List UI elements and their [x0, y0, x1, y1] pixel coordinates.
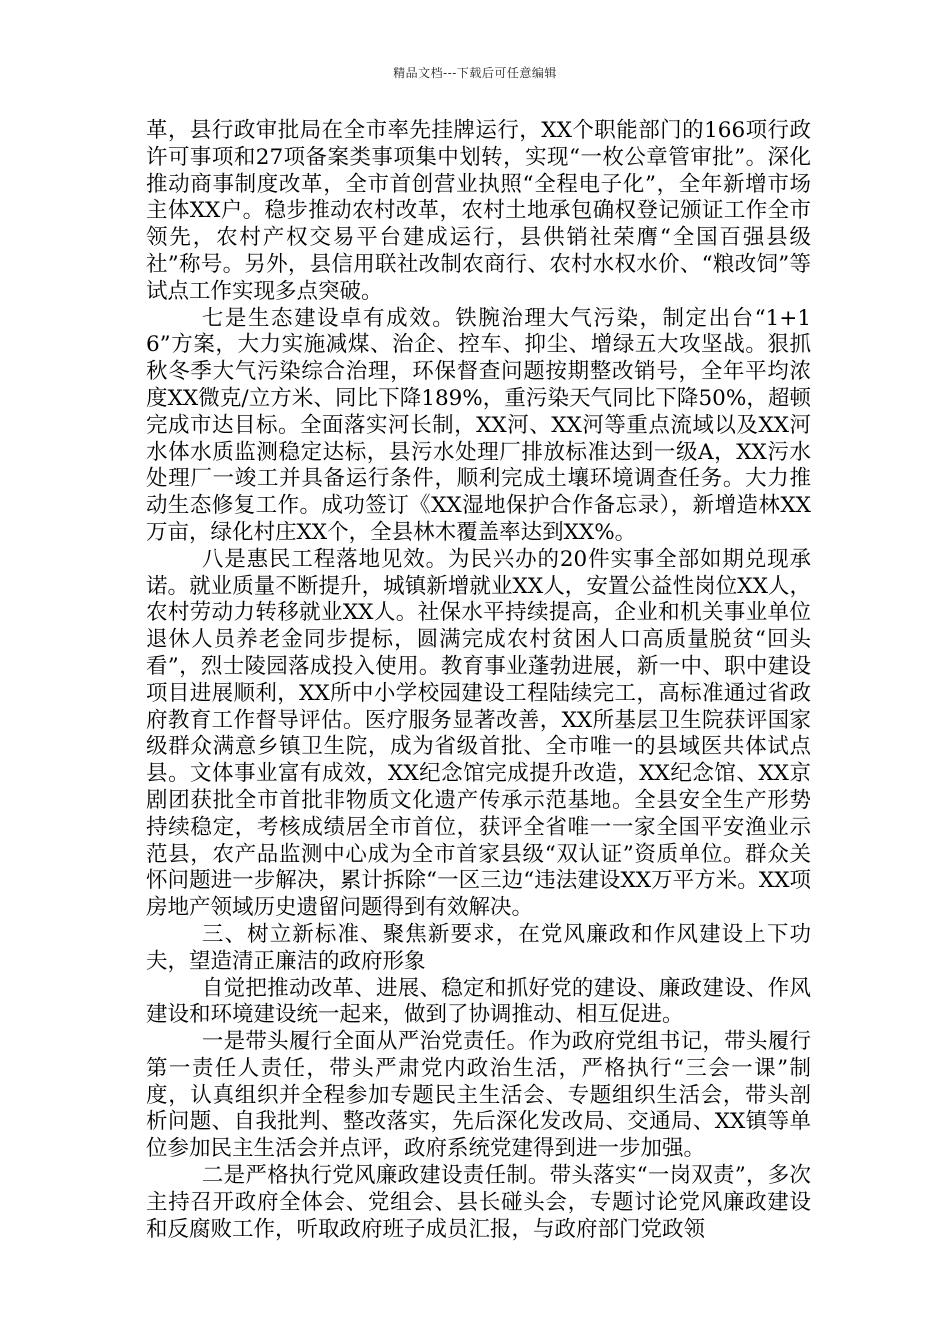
paragraph-reform-continued: 革，县行政审批局在全市率先挂牌运行，XX个职能部门的166项行政许可事项和27项备案类事项集中划转，实现“一枚公章管审批”。深化推动商事制度改革，全市首创营业执照“全程电子化”，全年新增市场主体XX户。稳步推动农村改革，农村土地承包确权登记颁证工作全市领先，农村产权交易平台建成运行，县供销社荣膺“全国百强县级社”称号。另外，县信用联社改制农商行、农村水权水价、“粮改饲”等试点工作实现多点突破。 [146, 118, 811, 304]
paragraph-integrity-system: 二是严格执行党风廉政建设责任制。带头落实“一岗双责”，多次主持召开政府全体会、党组会、县长碰头会，专题讨论党风廉政建设和反腐败工作，听取政府班子成员汇报，与政府部门党政领 [146, 1163, 811, 1242]
document-body [146, 118, 811, 1243]
section-heading-three: 三、树立新标准、聚焦新要求，在党风廉政和作风建设上下功夫，望造清正廉洁的政府形象 [146, 921, 811, 974]
paragraph-ecology: 七是生态建设卓有成效。铁腕治理大气污染，制定出台“1+16”方案，大力实施减煤、治企、控车、抑尘、增绿五大攻坚战。狠抓秋冬季大气污染综合治理，环保督查问题按期整改销号，全年平均浓度XX微克/立方米、同比下降189%，重污染天气同比下降50%，超顿完成市达目标。全面落实河长制，XX河、XX河等重点流域以及XX河水体水质监测稳定达标，县污水处理厂排放标准达到一级A，XX污水处理厂一竣工并具备运行条件，顺利完成土壤环境调查任务。大力推动生态修复工作。成功签订《XX湿地保护合作备忘录），新增造林XX万亩，绿化村庄XX个，全县林木覆盖率达到XX%。 [146, 305, 811, 545]
page-header: 精品文档---下载后可任意编辑 [393, 66, 557, 80]
paragraph-party-responsibility: 一是带头履行全面从严治党责任。作为政府党组书记，带头履行第一责任人责任，带头严肃党内政治生活，严格执行“三会一课”制度，认真组织并全程参加专题民主生活会、专题组织生活会，带头剖析问题、自我批判、整改落实，先后深化发改局、交通局、XX镇等单位参加民主生活会并点评，政府系统党建得到进一步加强。 [146, 1029, 811, 1162]
paragraph-overview: 自觉把推动改革、进展、稳定和抓好党的建设、廉政建设、作风建设和环境建设统一起来，做到了协调推动、相互促进。 [146, 975, 811, 1028]
paragraph-livelihood: 八是惠民工程落地见效。为民兴办的20件实事全部如期兑现承诺。就业质量不断提升，城镇新增就业XX人，安置公益性岗位XX人，农村劳动力转移就业XX人。社保水平持续提高，企业和机关事业单位退休人员养老金同步提标，圆满完成农村贫困人口高质量脱贫“回头看”，烈士陵园落成投入使用。教育事业蓬勃进展，新一中、职中建设项目进展顺利，XX所中小学校园建设工程陆续完工，高标准通过省政府教育工作督导评估。医疗服务显著改善，XX所基层卫生院获评国家级群众满意乡镇卫生院，成为省级首批、全市唯一的县域医共体试点县。文体事业富有成效，XX纪念馆完成提升改造，XX纪念馆、XX京剧团获批全市首批非物质文化遗产传承示范基地。全县安全生产形势持续稳定，考核成绩居全市首位，获评全省唯一一家全国平安渔业示范县，农产品监测中心成为全市首家县级“双认证”资质单位。群众关怀问题进一步解决，累计拆除“一区三边“违法建设XX万平方米。XX项房地产领域历史遗留问题得到有效解决。 [146, 546, 811, 921]
